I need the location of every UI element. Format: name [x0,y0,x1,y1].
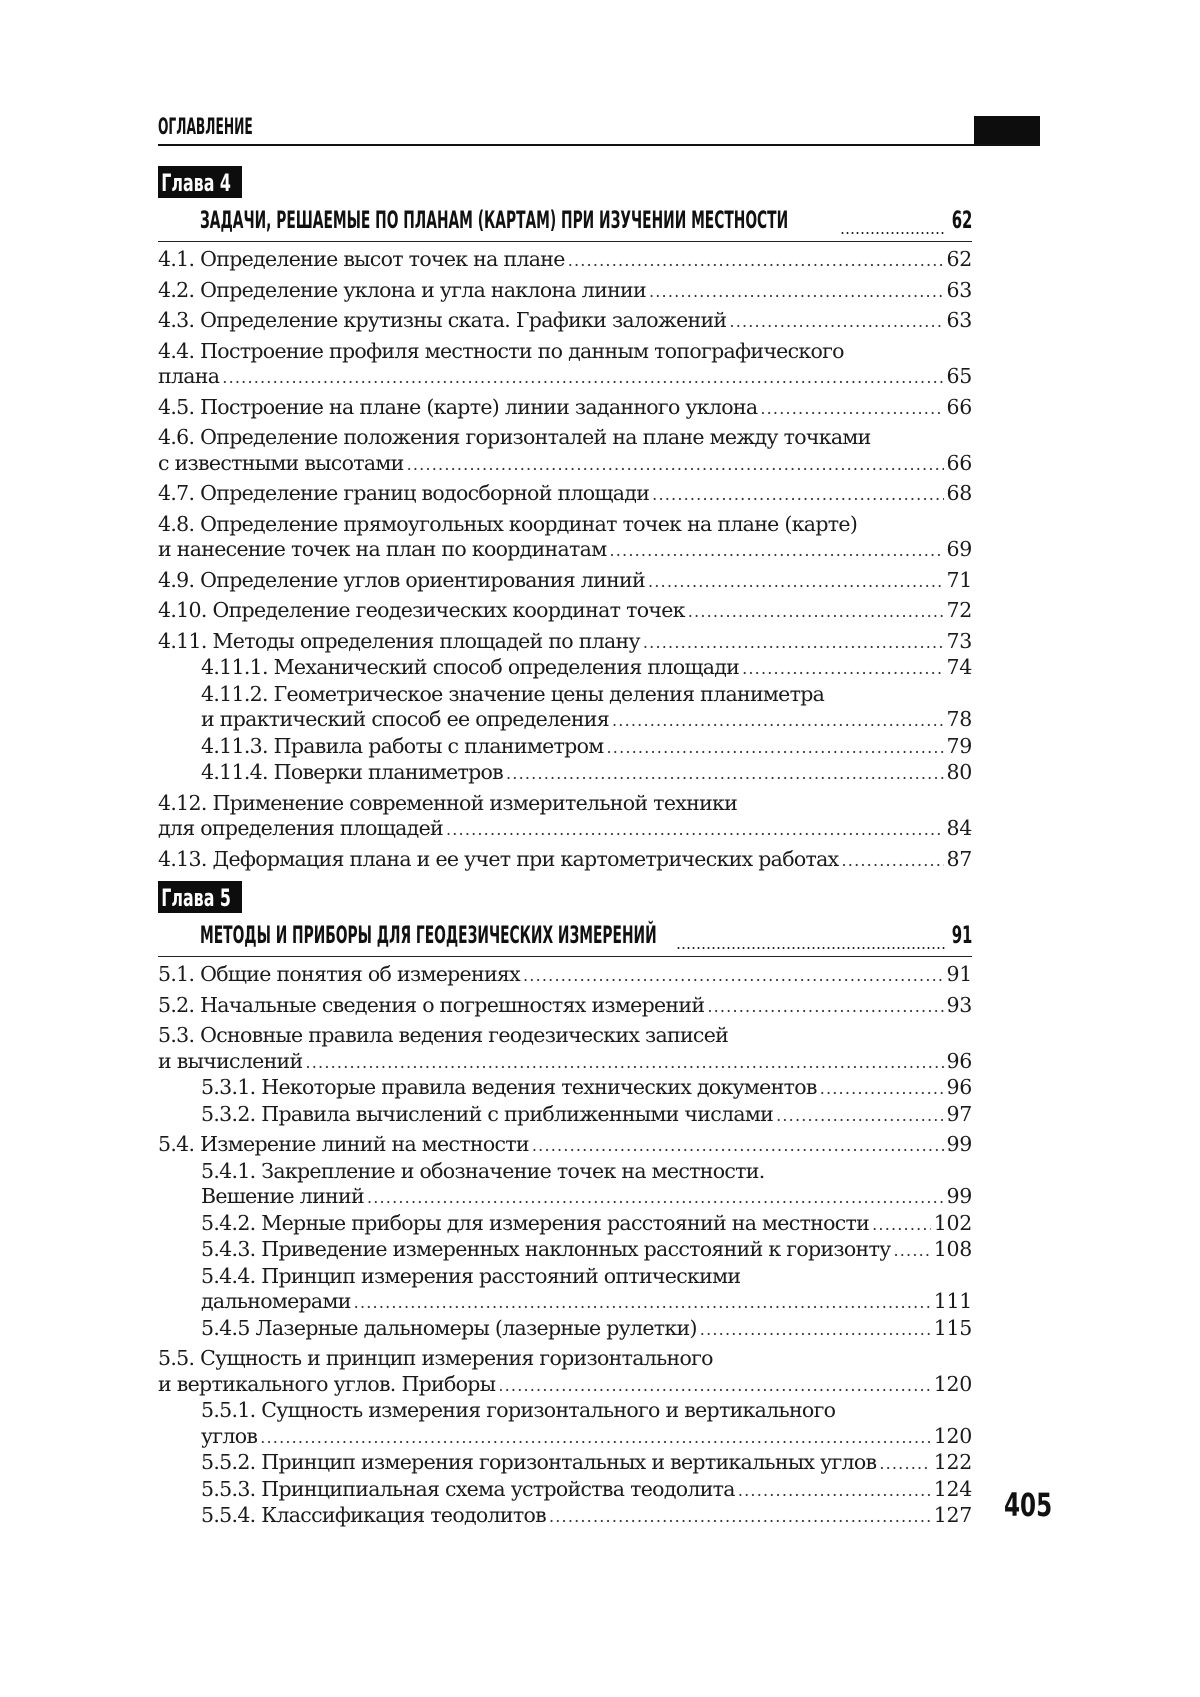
toc-entry[interactable] [201,1264,972,1316]
toc-entry[interactable] [158,993,972,1020]
toc-entry-title: дальномерами [201,1289,351,1313]
dot-leader [523,963,943,989]
toc-entry-row [201,1316,972,1343]
toc-entry-title-line: 5.5. Сущность и принцип измерения горизонтального [158,1346,713,1370]
toc-entry-page: 78 [946,707,972,731]
toc-entry-page: 115 [933,1315,972,1340]
toc-entry-page: 99 [946,1132,972,1156]
dot-leader [700,1317,931,1343]
toc-entry[interactable] [158,425,972,477]
toc-entry-title: 4.5. Построение на плане (карте) линии заданного уклона [158,394,758,419]
dot-leader [707,994,943,1020]
toc-entry-page: 120 [933,1423,972,1448]
header-black-block [974,116,1040,144]
toc-entry-row [158,1049,972,1076]
toc-entry[interactable] [201,1211,972,1238]
toc-entry-row [201,707,972,734]
dot-leader [688,599,944,625]
toc-entry-title-line: 5.5.1. Сущность измерения горизонтального и вертикального [201,1398,836,1422]
toc-entry-row [201,1477,972,1504]
dot-leader [649,279,944,305]
toc-entry-row [158,1372,972,1399]
toc-entry[interactable] [158,791,972,843]
toc-entry-title: 4.11.1. Механический способ определения площади [201,655,740,679]
toc-entry[interactable] [201,1450,972,1477]
toc-entry-page: 91 [946,962,972,986]
toc-entry-row [201,1075,972,1102]
toc-entry-title: 4.10. Определение геодезических координат точек [158,598,685,622]
toc-entry-row [201,1450,972,1477]
toc-entry-row [201,734,972,761]
toc-entry-row [158,598,972,625]
toc-entry-title: 5.5.3. Принципиальная схема устройства теодолита [201,1476,735,1501]
toc-entry-page: 99 [946,1184,972,1208]
dot-leader [222,365,943,391]
chapter-4-toc-list [158,247,972,873]
toc-entry-row [158,962,972,989]
toc-entry-page: 102 [933,1210,972,1235]
toc-entry-page: 72 [946,598,972,622]
toc-entry[interactable] [158,598,972,625]
toc-entry-title: 5.5.4. Классификация теодолитов [201,1503,546,1527]
toc-entry-page: 122 [933,1450,972,1474]
toc-entry-title: плана [158,364,220,388]
toc-entry-page: 124 [933,1476,972,1501]
toc-entry-title-line: 5.4.4. Принцип измерения расстояний оптическими [201,1263,741,1288]
dot-leader [729,309,943,335]
toc-entry-page: 62 [946,247,972,271]
toc-entry-page: 120 [933,1371,972,1396]
toc-entry[interactable] [201,655,972,682]
toc-entry-title: углов [201,1423,258,1448]
chapter-4-label [158,166,242,198]
toc-entry-title: 5.4. Измерение линий на местности [158,1132,529,1156]
toc-entry-title: 5.4.2. Мерные приборы для измерения расстояний на местности [201,1210,870,1235]
toc-entry-title: для определения площадей [158,816,443,840]
toc-entry-row [158,993,972,1020]
toc-entry-title: 4.11. Методы определения площадей по плану [158,628,640,653]
chapter-4-title-page: 62 [951,206,972,234]
toc-entry-row [158,816,972,843]
dot-leader [879,1451,930,1477]
toc-entry-title: 5.2. Начальные сведения о погрешностях измерений [158,992,705,1017]
dot-leader [872,1212,931,1238]
chapter-5-label [158,881,242,913]
toc-entry-title: и нанесение точек на план по координатам [158,537,607,561]
dot-leader [652,482,943,508]
toc-entry-title-line: 4.11.2. Геометрическое значение цены деления планиметра [201,681,825,706]
toc-entry-title: 4.1. Определение высот точек на плане [158,247,565,271]
toc-entry-row [158,1132,972,1159]
toc-entry-row [158,629,972,656]
toc-entry-row [158,451,972,478]
toc-entry[interactable] [158,1132,972,1159]
toc-entry-page: 79 [946,733,972,758]
chapter-5-title-text: МЕТОДЫ И ПРИБОРЫ ДЛЯ ГЕОДЕЗИЧЕСКИХ ИЗМЕРЕНИЙ [200,921,657,949]
dot-leader [367,1185,944,1211]
toc-entry[interactable] [201,1237,972,1264]
dot-leader [609,538,943,564]
toc-entry-title-line: 5.3. Основные правила ведения геодезических записей [158,1023,729,1047]
toc-entry[interactable] [158,962,972,989]
dot-leader [643,630,944,656]
toc-entry-page: 66 [946,394,972,419]
toc-entry[interactable] [201,1316,972,1343]
toc-entry-title-line: 4.6. Определение положения горизонталей на плане между точками [158,425,871,449]
toc-entry[interactable] [201,1102,972,1129]
toc-entry-row [201,1424,972,1451]
toc-entry-page: 63 [946,308,972,332]
chapter-5-title[interactable] [200,921,972,955]
toc-entry-page: 71 [946,567,972,592]
toc-entry-row [158,278,972,305]
toc-entry-title: 4.7. Определение границ водосборной площади [158,481,650,505]
toc-entry[interactable] [158,1023,972,1075]
toc-entry-row [158,568,972,595]
toc-entry-title: 4.2. Определение уклона и угла наклона линии [158,277,646,302]
chapter-4-title[interactable] [200,206,972,240]
toc-entry-row [201,760,972,787]
toc-entry-title: 4.13. Деформация плана и ее учет при картометрических работах [158,846,839,871]
toc-entry-title: 4.11.4. Поверки планиметров [201,760,504,784]
toc-entry-page: 65 [946,364,972,388]
toc-entry-page: 97 [946,1101,972,1126]
toc-entry-page: 63 [946,277,972,302]
chapter-5-title-dots [676,947,946,949]
dot-leader [742,656,943,682]
toc-entry-title: Вешение линий [201,1184,364,1208]
toc-entry-page: 84 [946,816,972,840]
toc-entry[interactable] [158,847,972,874]
toc-entry-title: и вычислений [158,1048,303,1073]
toc-entry-row [201,1237,972,1264]
dot-leader [532,1133,944,1159]
toc-entry[interactable] [201,1477,972,1504]
page-number: 405 [1004,1486,1053,1524]
toc-entry-row [201,1102,972,1129]
toc-entry[interactable] [201,1075,972,1102]
dot-leader [738,1478,931,1504]
toc-entry-page: 96 [946,1075,972,1099]
dot-leader [776,1103,943,1129]
dot-leader [354,1290,931,1316]
toc-entry[interactable] [158,1346,972,1398]
toc-entry[interactable] [201,1159,972,1211]
toc-entry[interactable] [201,1398,972,1450]
toc-entry-title: 5.5.2. Принцип измерения горизонтальных и вертикальных углов [201,1450,877,1474]
dot-leader [760,396,943,422]
toc-entry-page: 69 [946,537,972,561]
dot-leader [648,569,944,595]
toc-entry[interactable] [158,395,972,422]
running-header [158,113,1040,146]
dot-leader [607,735,944,761]
toc-entry-title: и практический способ ее определения [201,707,610,731]
chapter-4-title-text: ЗАДАЧИ, РЕШАЕМЫЕ ПО ПЛАНАМ (КАРТАМ) ПРИ ИЗУЧЕНИИ МЕСТНОСТИ [200,206,789,234]
toc-entry-row [201,1503,972,1530]
toc-entry-row [201,1184,972,1211]
toc-entry-page: 80 [946,760,972,784]
toc-entry-title: 4.9. Определение углов ориентирования линий [158,567,645,592]
dot-leader [498,1373,930,1399]
toc-entry-page: 68 [946,481,972,505]
toc-entry-page: 93 [946,992,972,1017]
dot-leader [407,452,944,478]
toc-entry[interactable] [158,568,972,595]
dot-leader [568,248,944,274]
toc-entry[interactable] [201,1503,972,1530]
toc-entry-row [201,655,972,682]
toc-entry-title: 4.11.3. Правила работы с планиметром [201,733,604,758]
toc-entry[interactable] [201,734,972,761]
toc-entry[interactable] [158,247,972,274]
dot-leader [820,1076,944,1102]
toc-entry-page: 96 [946,1048,972,1073]
toc-entry-row [201,1211,972,1238]
dot-leader [612,708,943,734]
toc-entry[interactable] [158,629,972,656]
toc-entry-page: 108 [933,1237,972,1261]
chapter-4-title-dots [840,232,946,234]
toc-entry-row [158,247,972,274]
dot-leader [305,1050,943,1076]
toc-entry-row [158,537,972,564]
toc-entry-page: 74 [946,655,972,679]
dot-leader [446,817,944,843]
toc-entry-title: 5.3.2. Правила вычислений с приближенными числами [201,1101,774,1126]
toc-entry-page: 73 [946,628,972,653]
toc-entry[interactable] [201,760,972,787]
toc-entry-row [158,847,972,874]
toc-entry[interactable] [158,308,972,335]
toc-entry-title: и вертикального углов. Приборы [158,1371,496,1396]
dot-leader [842,848,944,874]
toc-entry-row [158,364,972,391]
toc-entry[interactable] [158,481,972,508]
chapter-5-toc-list [158,962,972,1530]
chapter-5-rule [158,956,972,957]
header-title: ОГЛАВЛЕНИЕ [158,115,253,140]
toc-entry-page: 127 [933,1503,972,1527]
toc-entry[interactable] [158,339,972,391]
dot-leader [549,1504,931,1530]
toc-entry-page: 66 [946,450,972,475]
toc-entry[interactable] [201,682,972,734]
chapter-4-rule [158,241,972,242]
toc-entry-title: 4.3. Определение крутизны ската. Графики заложений [158,308,727,332]
dot-leader [260,1425,931,1451]
toc-entry-title: 5.1. Общие понятия об измерениях [158,962,521,986]
chapter-4-label-text: Глава 4 [161,169,231,197]
toc-entry-title: с известными высотами [158,450,404,475]
toc-entry-page: 111 [933,1289,972,1313]
dot-leader [506,761,943,787]
toc-entry-title-line: 4.12. Применение современной измерительной техники [158,790,738,815]
toc-entry-title: 5.4.3. Приведение измеренных наклонных расстояний к горизонту [201,1237,891,1261]
toc-entry[interactable] [158,278,972,305]
toc-entry-row [158,481,972,508]
toc-entry-title: 5.3.1. Некоторые правила ведения технических документов [201,1075,817,1099]
toc-entry-row [158,308,972,335]
toc-entry-row [201,1289,972,1316]
toc-entry-title: 5.4.5 Лазерные дальномеры (лазерные рулетки) [201,1315,697,1340]
toc-entry-title-line: 4.4. Построение профиля местности по данным топографического [158,338,844,363]
toc-entry-title-line: 5.4.1. Закрепление и обозначение точек на местности. [201,1158,765,1183]
chapter-5-label-text: Глава 5 [161,884,231,912]
toc-entry[interactable] [158,512,972,564]
toc-entry-row [158,395,972,422]
toc-entry-page: 87 [946,846,972,871]
toc-entry-title-line: 4.8. Определение прямоугольных координат точек на плане (карте) [158,511,858,536]
dot-leader [893,1238,930,1264]
chapter-5-title-page: 91 [951,921,972,949]
